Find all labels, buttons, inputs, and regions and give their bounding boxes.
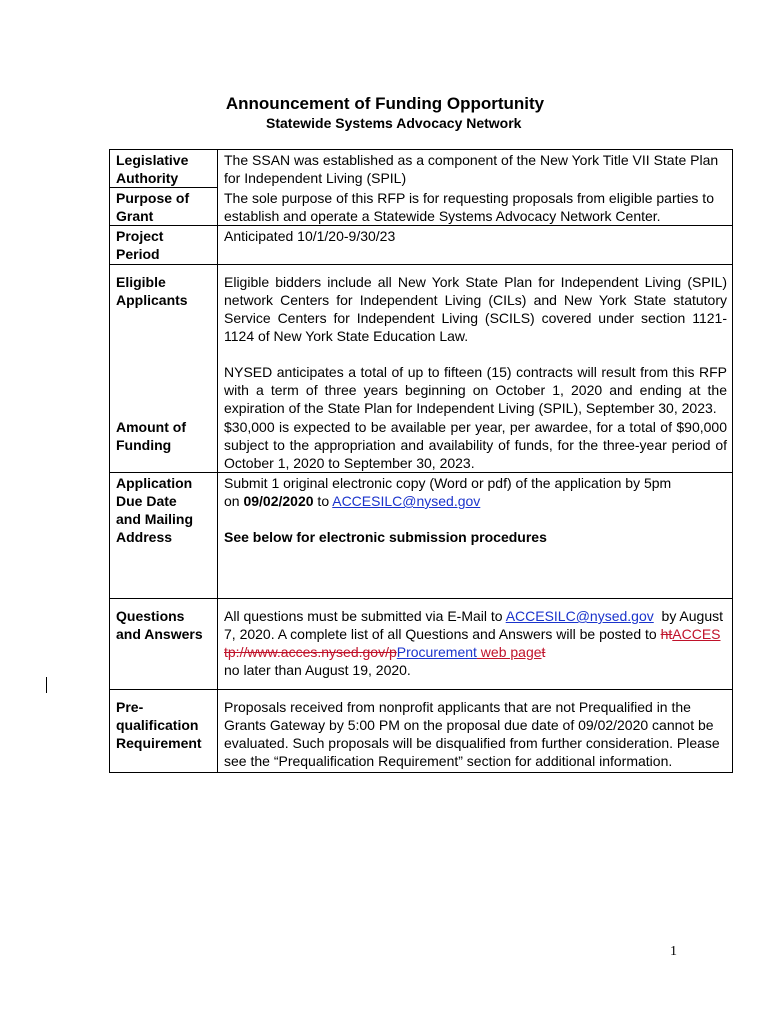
label-line: Funding <box>116 437 172 453</box>
submission-note: See below for electronic submission procedures <box>224 529 547 545</box>
document-subtitle: Statewide Systems Advocacy Network <box>266 115 522 131</box>
label-line: Application <box>116 475 193 491</box>
label-line: Pre- <box>116 699 144 715</box>
text-on: on <box>224 493 244 509</box>
row-purpose-of-grant <box>110 188 733 226</box>
row-amount-of-funding <box>110 417 733 473</box>
label-line: Eligible <box>116 274 166 290</box>
label-questions-and-answers <box>110 599 218 690</box>
label-line: and Answers <box>116 626 203 642</box>
page-number: 1 <box>670 944 677 959</box>
label-application-due-date <box>110 473 218 599</box>
label-line: qualification <box>116 717 199 733</box>
label-line: Legislative <box>116 152 189 168</box>
content-eligible-applicants <box>218 265 733 418</box>
row-prequalification-requirement <box>110 690 733 773</box>
label-amount-of-funding <box>110 417 218 473</box>
label-line: Authority <box>116 170 179 186</box>
application-instructions: Submit 1 original electronic copy (Word or pdf) of the application by 5pm <box>224 475 672 491</box>
announcement-table <box>109 149 733 773</box>
questions-text: by August 7, 2020. A complete list of all Questions and Answers will be posted to <box>224 608 727 642</box>
eligible-paragraph-2: NYSED anticipates a total of up to fifteen (15) contracts will result from this RFP with a term of three years beginning on October 1, 2020 and ending at the expiration of the State Plan for Independent Living (SPIL), September 30, 2023. <box>224 364 727 416</box>
application-due-line <box>224 492 727 510</box>
inserted-text: web page <box>476 644 542 660</box>
row-legislative-authority <box>110 150 733 188</box>
label-eligible-applicants <box>110 265 218 418</box>
document-title: Announcement of Funding Opportunity <box>225 94 545 113</box>
text-to: to <box>313 493 333 509</box>
label-line: and Mailing <box>116 511 193 527</box>
label-line: Period <box>116 246 160 262</box>
email-link[interactable]: ACCESILC@nysed.gov <box>505 608 654 624</box>
content-legislative-authority: The SSAN was established as a component of the New York Title VII State Plan for Independent Living (SPIL) <box>218 150 733 188</box>
label-line: Purpose of <box>116 190 190 206</box>
label-line: Grant <box>116 208 154 224</box>
eligible-paragraph-1: Eligible bidders include all New York State Plan for Independent Living (SPIL) network Centers for Independent Living (CILs) and New York State statutory Service Centers for Independent Living (SCILS) covered under section 1121-1124 of New York State Education Law. <box>224 274 727 344</box>
inserted-text: ACCES <box>672 626 721 642</box>
email-link[interactable]: ACCESILC@nysed.gov <box>332 493 481 509</box>
content-questions-and-answers <box>218 599 733 690</box>
row-application-due-date <box>110 473 733 599</box>
due-date: 09/02/2020 <box>243 493 314 509</box>
deleted-text: tp://www.acces.nysed.gov/p <box>224 644 397 660</box>
label-line: Amount of <box>116 419 186 435</box>
row-eligible-applicants <box>110 265 733 418</box>
row-questions-and-answers <box>110 599 733 690</box>
label-project-period <box>110 226 218 265</box>
label-prequalification-requirement <box>110 690 218 773</box>
content-application-due-date <box>218 473 733 599</box>
content-amount-of-funding: $30,000 is expected to be available per year, per awardee, for a total of $90,000 subject to the appropriation and availability of funds, for the three-year period of October 1, 2020 to September 30, 2023. <box>218 417 733 473</box>
row-project-period <box>110 226 733 265</box>
label-legislative-authority <box>110 150 218 188</box>
deleted-text: t <box>541 644 546 660</box>
label-line: Requirement <box>116 735 202 751</box>
content-purpose-of-grant: The sole purpose of this RFP is for requesting proposals from eligible parties to establish and operate a Statewide Systems Advocacy Network Center. <box>218 188 733 226</box>
questions-deadline: no later than August 19, 2020. <box>224 662 411 678</box>
label-line: Questions <box>116 608 185 624</box>
revision-change-bar <box>46 677 47 693</box>
content-prequalification-requirement: Proposals received from nonprofit applicants that are not Prequalified in the Grants Gateway by 5:00 PM on the proposal due date of 09/02/2020 cannot be evaluated. Such proposals will be disqualified from further consideration. Please see the “Prequalification Requirement” section for additional information. <box>218 690 733 773</box>
label-purpose-of-grant <box>110 188 218 226</box>
label-line: Due Date <box>116 493 177 509</box>
content-project-period: Anticipated 10/1/20-9/30/23 <box>218 226 733 265</box>
questions-text: All questions must be submitted via E-Mail to <box>224 608 506 624</box>
deleted-text: ht <box>660 626 673 642</box>
label-line: Project <box>116 228 164 244</box>
label-line: Address <box>116 529 173 545</box>
procurement-link[interactable]: Procurement <box>396 644 477 660</box>
label-line: Applicants <box>116 292 188 308</box>
